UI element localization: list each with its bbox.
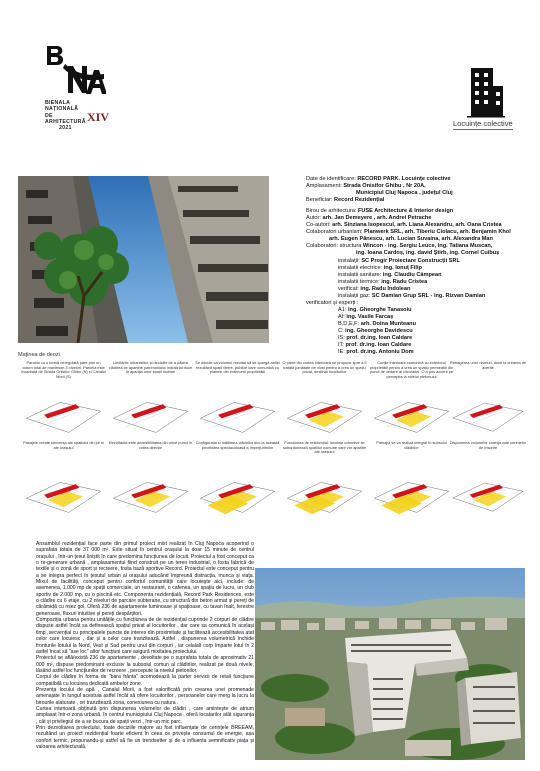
- diagram-10: [282, 441, 367, 521]
- credit-location: Amplasament: Strada Onisifor Ghibu , Nr 20A,: [306, 183, 426, 190]
- credit-gas: instalații gaz: SC Damian Grup SRL - ing. Rizvan Damian: [338, 292, 486, 299]
- diagram-7: [21, 441, 106, 521]
- expert-row: A1: ing. Gheorghe Tanasoiu: [338, 306, 412, 313]
- expert-row: IE: prof. dr.ing. Antoniu Dom: [338, 349, 414, 356]
- diagram-9: [195, 441, 280, 521]
- expert-row: C: ing. Gheorghe Davidescu: [338, 327, 413, 334]
- diagram-caption: Se decide ca volumul rezultat să se spargă astfel rezultând spații libere, publice care comunică cu planele din exteriorul proprietății: [195, 361, 280, 375]
- credit-install: instalații: SC Progir Proiectare Construcții SRL: [338, 257, 460, 264]
- credit-location-2: Municipiul Cluj Napoca , județul Cluj: [356, 190, 453, 197]
- diagram-caption: Dispunerea volumelor corespunde cerințelor de însorire: [449, 441, 527, 450]
- credit-therm: instalatii termice: ing. Radu Cristea: [338, 278, 428, 285]
- paragraph: Compoziția urbana pentru unitățile cu funcțiunea de de rezidențial cuprinde 2 corpuri de clădire dispuse astfel încât sa definească spațiul privat al locuitorilor , dar care sa comunică în același timp ,secvențial cu principalele puncte de interes din proximitate și facilitează accesibilitatea atat celor care locuiesc , dar și a celor care tranzitează. Astfel , dispunerea volumetrică închide fronturile lotului la Nord, Vest și Sud pentru unul din corpuri , iar celalalt corp împarte lotul în 2 astfel încat să "ase loc" altor funcțiuni care asigură mixitatea proiectului.: [36, 617, 254, 655]
- diagram-caption: Curțile interioare comunică cu exteriorul proprietății pentru a crea un spațiu permeabil din punct de vedere al circulației. O a pus accent pe percepția la nivelul pietonului: [369, 361, 454, 379]
- site-axonometric: [108, 465, 193, 521]
- paragraph: Corpul de clădire în forma de "bara frânta" acomodează la parter servicii de retail funcțiune compatibilă cu locuirea dedicată ambelor zone.: [36, 674, 254, 687]
- diagram-caption: O parte din curtea interioară se propune spre a fi tratată jumătate de nivel pentru a crea un spațiu privat, destinat locuitorilor: [282, 361, 367, 375]
- diagram-caption: Retragerea unor niveluri, duce la crearea de acerite: [449, 361, 527, 370]
- diagram-1: [21, 361, 106, 441]
- credit-experts-label: verificatori și experți :: [306, 299, 359, 306]
- paragraph: Curtea interioară obținută prin dispunerea volumelor de clădiri , care amintește de atrium amplasat într-o zona urbană, în centrul municipiului Cluj Napoca , oferă locatarilor atât siguranța , cât și privilegiul de a se bucura de spații verzi , într-un mic parc.: [36, 705, 254, 725]
- site-axonometric: [108, 385, 193, 441]
- site-axonometric: [369, 385, 454, 441]
- diagram-caption: Pasajele create secvența ale spațiului din jur și ale orașului: [23, 441, 104, 450]
- edition-label: XIV: [87, 110, 110, 124]
- paragraph: Prezența locului de apă , Canalul Morii, a fost valorificată prin crearea unei promenade amenajate în lungul acestuia astfel încât să ofere locuitorilor , persoanelor care merg la lucru la birourile alaturate , ori tranzitează zona, conexiunea cu natura .: [36, 686, 254, 706]
- diagram-4: [282, 361, 367, 441]
- diagram-11: [369, 441, 454, 521]
- expert-row: IS: prof. dr.ing. Ioan Caldare: [338, 335, 413, 342]
- collective-housing-icon: [467, 66, 505, 118]
- paragraph: Prin dezvoltarea proiectului, toate deciziile majore au fost influențate de cerințele BREEAM, rezultând un proiect rezidențial foarte eficient în ceea ce privește consumul de energie, așa confort termic, propunandu-și astfel să fie un trendsetter și de a influenta semnificativ piața și valoarea arhitecturală.: [36, 724, 254, 750]
- category-label: Locuințe colective: [453, 119, 513, 128]
- site-axonometric: [21, 385, 106, 441]
- diagram-caption: Parcela cu o formă neregulată pare prin un volum total de maximum 3 niveluri. Parcela este încadrată de Strada Onisifor Ghibu (N) și Canalul Morii (S): [21, 361, 106, 379]
- credit-authors: Autor: arh. Jan Demeyere , arh. Andrei Petrache: [306, 215, 432, 222]
- credit-id: Date de identificare: RECORD PARK. Locuințe colective: [306, 176, 451, 182]
- bna-logo: [46, 44, 106, 104]
- diagram-2: [108, 361, 193, 441]
- site-axonometric: [282, 465, 367, 521]
- diagram-caption: Rezultanta este accesibilitatea din orice punct în cotea direcție: [108, 441, 193, 450]
- diagram-5: [369, 361, 454, 441]
- credit-verif: verificat: ing. Radu Indolean: [338, 285, 411, 292]
- diagram-12: [448, 441, 528, 521]
- site-axonometric: [369, 465, 454, 521]
- site-axonometric: [195, 385, 280, 441]
- diagram-caption: Configurația și înălțimea clădirilor duc la aceastǎ priveliștea spectaculoasă a împrejurimilor: [195, 441, 280, 450]
- project-description: [36, 541, 254, 750]
- paragraph: Proiectul se află/există 236 de apartamente , devoltate pe o suprafata totala de aproximativ 21 000 m², dispuse predominant exclusiv la subsolul comun al clădirilor, realizat pe două nivele, lăsând astfel loc funcțiunilor de recreere , percepute la nivelul pietonilor.: [36, 655, 254, 674]
- site-axonometric: [282, 385, 367, 441]
- diagram-caption: Limitările urbanistice și deciziile de a păstra clădirea ce aparține patrimoniului industrial duce la apariția unor spații închise: [108, 361, 193, 375]
- site-axonometric: [195, 465, 280, 521]
- site-axonometric: [21, 465, 106, 521]
- diagram-caption: Parcajul se va realiza integral în subsolul clădirilor: [376, 441, 447, 450]
- diagram-3: [195, 361, 280, 441]
- aerial-photo: [255, 568, 525, 760]
- expert-row: IT: prof. dr.ing. Ioan Caldare: [338, 342, 412, 349]
- credit-elec: instalatii electrice: ing. Ionuț Filip: [338, 264, 422, 271]
- paragraph: Ansamblul rezidențial face parte din primul proiect mixt realizat în Cluj Napoca acoperind o suprafata totala de 37 000 m². Este situat în centrul orașului la doar 15 minute de centrul orașului , într-un țesut liniștit în care predomina funcțiunea de locuit. Proiectul a fost conceput ca o re-generare urbană , amplasamentul fiind construit pe un teren industrial, o fosta fabrică de textile și o zonă de sport și recreere, fosta bază sportive Record. Proiectul este conceput pentru a se integra perfect în țesutul urban al orașului aducând împreună distracția, munca și viața. Mixul de facilități, conceput pentru confortul comunității care locuiește aici, include: de asemenea, 1.000 mp de spații comerciale, un restaurant, o cafenea, un spațiu de lucru, un club sportiv de 2.000 mp, cu o piscină etc. Componenta rezidențială, Record Park Residences, este o clădire cu 6 etaje, cu 2 niveluri de parcare subterane, cu structură din beton armat și pereți de cărămidă cu miez gol. Oferă 236 de apartamente luminoase și spațioase, cu tavan înalt, ferestre generoase, fluxuri intuitive și pereți despărțitori.: [36, 541, 254, 617]
- credit-beneficiary: Beneficiar: Record Rezidențial: [306, 197, 385, 204]
- credit-structure: Colaboratori: structura Wincon - ing. Sergiu Leuce, ing. Tatiana Muscan,: [306, 243, 493, 250]
- expert-row: B,D,E,F: arh. Doina Munteanu: [338, 320, 417, 327]
- credit-urban: Colaboratori urbanism: Planwerk SRL, arh. Tiberiu Ciolacu, arh. Benjamin Khol: [306, 229, 511, 236]
- expert-row: Af: ing. Vasile Farcaș: [338, 313, 394, 320]
- site-axonometric: [448, 465, 528, 521]
- diagram-caption: Funcțiunea de rezidențial: locuințe colective se subordonează spațiilor comune care vor apariție ale orașului: [282, 441, 367, 455]
- credit-office: Birou de arhitectura: FUSE Architecture & Interior design: [306, 208, 454, 215]
- bna-caption: BIENALA NAȚIONALĂ DE ARHITECTURĂ 2021: [45, 100, 86, 132]
- credit-structure-2: ing. Ioana Cardoș, ing. david Știrb, ing. Cornel Cuibuș: [356, 250, 500, 257]
- credit-coauthors: Co-autori: arh. Sinziana Isopescul, arh. Liana Alexandru, arh. Oana Cristea: [306, 222, 502, 229]
- credits-block: [306, 176, 526, 356]
- site-axonometric: [448, 385, 528, 441]
- photo-caption: Maținea de deozi: [18, 352, 60, 358]
- diagram-8: [108, 441, 193, 521]
- credit-san: instalatii sanitare: ing. Claudiu Câmpean: [338, 271, 442, 278]
- diagram-6: [448, 361, 528, 441]
- credit-urban-2: arh. Eugen Pănescu, arh. Lucian Suvaina, arh. Alexandra Man: [329, 236, 493, 243]
- main-photo: [18, 176, 269, 343]
